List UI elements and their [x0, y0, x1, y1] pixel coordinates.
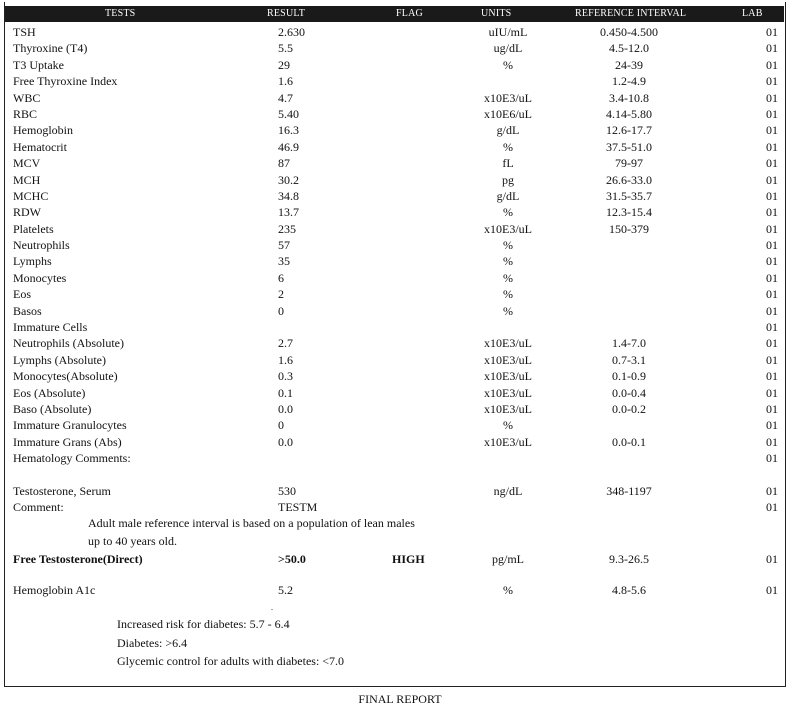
test-units: %: [503, 303, 513, 318]
test-units: g/dL: [496, 188, 520, 203]
test-result: 16.3: [278, 123, 299, 138]
test-result: 35: [278, 254, 290, 269]
final-report-label: FINAL REPORT: [358, 692, 442, 706]
table-row: [0, 90, 800, 106]
table-row: [0, 139, 800, 155]
comment-result: TESTM: [278, 500, 318, 515]
header-reference: REFERENCE INTERVAL: [575, 8, 687, 19]
test-result: 34.8: [278, 188, 299, 203]
test-reference: 0.0-0.1: [612, 434, 646, 449]
table-row: [0, 385, 800, 401]
test-name: Hemoglobin A1c: [13, 583, 96, 597]
test-lab: 01: [766, 434, 778, 449]
test-name: Monocytes(Absolute): [13, 369, 118, 384]
test-units: fL: [502, 156, 514, 171]
test-units: x10E6/uL: [484, 106, 532, 121]
test-result: 46.9: [278, 139, 299, 154]
test-lab: 01: [766, 418, 778, 433]
test-name: Monocytes: [13, 270, 67, 285]
test-reference: 12.6-17.7: [606, 123, 652, 138]
test-lab: 01: [766, 451, 778, 466]
test-result: 1.6: [278, 352, 293, 367]
test-lab: 01: [766, 369, 778, 384]
table-row: [0, 155, 800, 171]
test-reference: 1.4-7.0: [612, 336, 646, 351]
table-row: [0, 303, 800, 319]
test-reference: 3.4-10.8: [609, 90, 649, 105]
test-result: 0.0: [278, 434, 293, 449]
test-result: 13.7: [278, 205, 299, 220]
test-lab: 01: [766, 303, 778, 318]
test-units: uIU/mL: [488, 25, 528, 39]
test-name: Testosterone, Serum: [13, 484, 111, 498]
test-result: 5.2: [278, 583, 293, 597]
test-name: RBC: [13, 106, 38, 121]
test-result: 235: [278, 221, 296, 236]
test-units: x10E3/uL: [484, 221, 532, 236]
test-lab: 01: [766, 401, 778, 416]
header-flag: FLAG: [396, 8, 423, 19]
test-lab: 01: [766, 287, 778, 302]
test-result: 2.7: [278, 336, 293, 351]
test-units: x10E3/uL: [484, 434, 532, 449]
test-lab: 01: [766, 254, 778, 269]
test-lab: 01: [766, 205, 778, 220]
test-reference: 4.14-5.80: [606, 106, 652, 121]
test-reference: 0.7-3.1: [612, 352, 646, 367]
test-name: Immature Granulocytes: [13, 418, 127, 433]
test-lab: 01: [766, 123, 778, 138]
test-reference: 37.5-51.0: [606, 139, 652, 154]
test-units: x10E3/uL: [484, 352, 532, 367]
test-name: Neutrophils: [13, 238, 70, 253]
test-units: pg: [502, 172, 514, 187]
test-units: %: [503, 583, 513, 597]
test-result: 4.7: [278, 90, 293, 105]
test-reference: 9.3-26.5: [609, 552, 649, 566]
test-units: %: [503, 205, 513, 220]
table-row: [0, 450, 800, 466]
test-units: x10E3/uL: [484, 401, 532, 416]
test-result: 1.6: [278, 74, 293, 89]
test-name: Hemoglobin: [13, 123, 73, 138]
table-row: [0, 352, 800, 368]
test-lab: 01: [766, 352, 778, 367]
table-row: [0, 204, 800, 220]
test-lab: 01: [766, 484, 778, 498]
a1c-note: Diabetes: >6.4: [117, 636, 188, 650]
test-units: x10E3/uL: [484, 369, 532, 384]
test-lab: 01: [766, 25, 778, 39]
table-row: [0, 335, 800, 351]
test-lab: 01: [766, 106, 778, 121]
table-row: [0, 286, 800, 302]
test-name: MCV: [13, 156, 41, 171]
table-row: [0, 434, 800, 450]
a1c-note: Increased risk for diabetes: 5.7 - 6.4: [117, 617, 290, 631]
comment-note-line1: Adult male reference interval is based on a population of lean males: [88, 516, 415, 530]
comment-note-line2: up to 40 years old.: [88, 534, 177, 548]
header-units: UNITS: [481, 8, 512, 19]
test-reference: 150-379: [609, 221, 649, 236]
table-row: [0, 24, 800, 40]
test-units: pg/mL: [492, 552, 524, 566]
test-reference: 1.2-4.9: [612, 74, 646, 89]
test-name: RDW: [13, 205, 41, 220]
test-result: 2.630: [278, 25, 305, 39]
test-result: 57: [278, 238, 290, 253]
table-row: [0, 417, 800, 433]
test-reference: 31.5-35.7: [606, 188, 652, 203]
table-row: [0, 319, 800, 335]
test-name: Basos: [13, 303, 42, 318]
test-lab: 01: [766, 139, 778, 154]
test-name: MCH: [13, 172, 41, 187]
table-row: [0, 253, 800, 269]
comment-label: Comment:: [13, 500, 64, 515]
test-name: Lymphs: [13, 254, 52, 269]
test-lab: 01: [766, 74, 778, 89]
test-lab: 01: [766, 57, 778, 72]
header-result: RESULT: [267, 8, 306, 19]
results-table: [0, 24, 800, 467]
test-lab: 01: [766, 90, 778, 105]
test-units: g/dL: [496, 123, 520, 138]
table-row: [0, 122, 800, 138]
test-result: 30.2: [278, 172, 299, 187]
table-row: [0, 40, 800, 56]
table-row: [0, 270, 800, 286]
table-row: [0, 188, 800, 204]
test-name: Thyroxine (T4): [13, 41, 88, 56]
comment-lab: 01: [766, 500, 778, 515]
table-row: [0, 172, 800, 188]
test-name: Eos (Absolute): [13, 385, 86, 400]
test-result: >50.0: [278, 552, 306, 566]
test-name: Platelets: [13, 221, 54, 236]
table-row: [0, 221, 800, 237]
test-units: %: [503, 139, 513, 154]
test-result: 0: [278, 418, 284, 433]
test-reference: 12.3-15.4: [606, 205, 652, 220]
test-name: Eos: [13, 287, 31, 302]
test-result: 0.0: [278, 401, 293, 416]
table-row: [0, 57, 800, 73]
test-lab: 01: [766, 385, 778, 400]
test-units: %: [503, 57, 513, 72]
test-name: Free Thyroxine Index: [13, 74, 118, 89]
test-name: Free Testosterone(Direct): [13, 552, 143, 566]
table-row: [0, 582, 800, 598]
test-lab: 01: [766, 188, 778, 203]
test-lab: 01: [766, 156, 778, 171]
test-units: %: [503, 287, 513, 302]
test-result: 530: [278, 484, 296, 498]
test-result: 6: [278, 270, 284, 285]
test-lab: 01: [766, 41, 778, 56]
test-result: 0.3: [278, 369, 293, 384]
test-units: x10E3/uL: [484, 385, 532, 400]
test-units: %: [503, 270, 513, 285]
table-row: [0, 237, 800, 253]
test-name: Immature Cells: [13, 320, 88, 335]
test-lab: 01: [766, 238, 778, 253]
test-reference: 348-1197: [606, 484, 652, 498]
a1c-note: Glycemic control for adults with diabetes: <7.0: [117, 654, 345, 668]
test-units: x10E3/uL: [484, 336, 532, 351]
test-result: 0: [278, 303, 284, 318]
test-reference: 0.450-4.500: [600, 25, 658, 39]
test-lab: 01: [766, 583, 778, 597]
table-row: [0, 401, 800, 417]
test-name: Neutrophils (Absolute): [13, 336, 124, 351]
test-name: Hematocrit: [13, 139, 67, 154]
test-lab: 01: [766, 552, 778, 566]
test-units: %: [503, 254, 513, 269]
test-result: 87: [278, 156, 290, 171]
table-row: [0, 483, 800, 516]
test-name: MCHC: [13, 188, 49, 203]
test-result: 5.40: [278, 106, 299, 121]
test-reference: 4.5-12.0: [609, 41, 649, 56]
test-result: 29: [278, 57, 290, 72]
test-units: ng/dL: [493, 484, 523, 498]
test-name: Baso (Absolute): [13, 401, 92, 416]
test-lab: 01: [766, 336, 778, 351]
test-name: WBC: [13, 90, 41, 105]
test-units: ug/dL: [493, 41, 523, 56]
table-row: [0, 551, 800, 567]
test-units: %: [503, 238, 513, 253]
test-lab: 01: [766, 221, 778, 236]
test-units: %: [503, 418, 513, 433]
test-name: Immature Grans (Abs): [13, 434, 122, 449]
test-name: TSH: [13, 25, 36, 39]
table-row: [0, 73, 800, 89]
test-units: x10E3/uL: [484, 90, 532, 105]
test-name: T3 Uptake: [13, 57, 64, 72]
divider-dot: .: [271, 603, 273, 612]
test-result: 2: [278, 287, 284, 302]
table-row: [0, 368, 800, 384]
header-lab: LAB: [742, 8, 763, 19]
test-result: 5.5: [278, 41, 293, 56]
test-reference: 4.8-5.6: [612, 583, 646, 597]
test-lab: 01: [766, 320, 778, 335]
header-tests: TESTS: [105, 8, 136, 19]
test-result: 0.1: [278, 385, 293, 400]
flag-badge: HIGH: [392, 552, 425, 566]
test-reference: 24-39: [615, 57, 643, 72]
test-reference: 79-97: [615, 156, 643, 171]
test-lab: 01: [766, 172, 778, 187]
test-reference: 0.1-0.9: [612, 369, 646, 384]
table-header: [5, 6, 784, 22]
test-name: Hematology Comments:: [13, 451, 131, 466]
test-name: Lymphs (Absolute): [13, 352, 106, 367]
test-lab: 01: [766, 270, 778, 285]
table-row: [0, 106, 800, 122]
test-reference: 0.0-0.4: [612, 385, 646, 400]
test-reference: 0.0-0.2: [612, 401, 646, 416]
test-reference: 26.6-33.0: [606, 172, 652, 187]
